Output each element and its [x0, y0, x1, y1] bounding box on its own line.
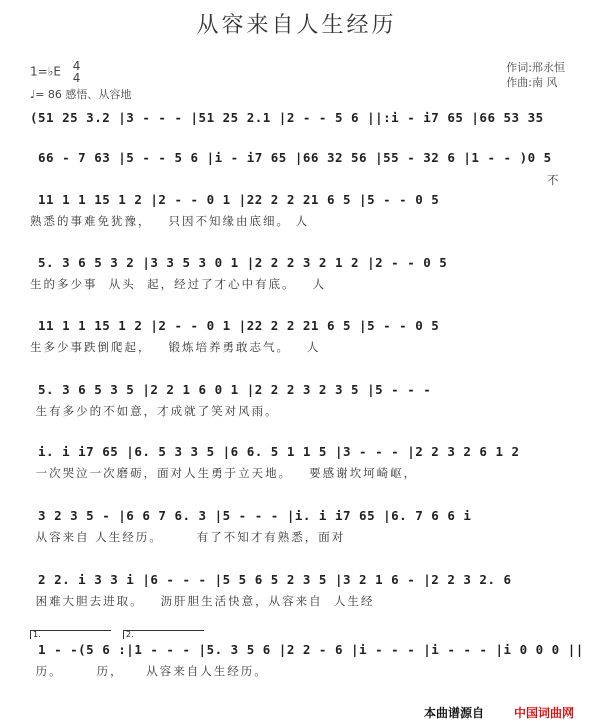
time-denominator: 4 — [72, 71, 81, 85]
notes-line: 1 - -(5 6 :|1 - - - |5. 3 5 6 |2 2 - 6 |i - - - |i - - - |i 0 0 0 || — [30, 642, 584, 657]
notes-line: 5. 3 6 5 3 5 |2 2 1 6 0 1 |2 2 2 3 2 3 5 |5 - - - — [30, 382, 432, 397]
lyric-line: 生多少事跌倒爬起， 锻炼培养勇敢志气。 人 — [30, 340, 321, 354]
score-row — [30, 110, 578, 125]
footer-source: 本曲谱源自 — [424, 706, 485, 720]
lyric-line: 历。 历， 从容来自人生经历。 — [30, 664, 268, 678]
score-row — [30, 192, 578, 229]
notes-line: i. i i7 65 |6. 5 3 3 5 |6 6. 5 1 1 5 |3 - - - |2 2 3 2 6 1 2 — [30, 444, 520, 459]
notes-line: (51 25 3.2 |3 - - - |51 25 2.1 |2 - - 5 6 ||:i - i7 65 |66 53 35 — [30, 110, 544, 125]
volta-first-ending — [30, 630, 111, 639]
time-numerator: 4 — [72, 59, 81, 73]
composer-credit: 作曲:南 风 — [506, 76, 558, 89]
lyric-line: 生有多少的不如意，才成就了笑对风雨。 — [30, 404, 279, 418]
notes-line: 3 2 3 5 - |6 6 7 6. 3 |5 - - - |i. i i7 65 |6. 7 6 6 i — [30, 508, 472, 523]
lyric-line: 从容来自 人生经历。 有了不知才有熟悉，面对 — [30, 530, 346, 544]
footer-brand-link[interactable]: 中国词曲网 — [514, 706, 575, 720]
notes-line: 2 2. i 3 3 i |6 - - - |5 5 6 5 2 3 5 |3 2 1 6 - |2 2 3 2. 6 — [30, 572, 512, 587]
lyric-line: 困难大胆去进取。 沥肝胆生活快意，从容来自 人生经 — [30, 594, 375, 608]
volta-second-ending — [123, 630, 204, 639]
song-title: 从容来自人生经历 — [196, 13, 397, 38]
score-row — [30, 572, 578, 609]
volta-first-label: 1. — [33, 630, 41, 639]
time-signature — [73, 60, 81, 84]
score-row — [30, 508, 578, 545]
credits — [506, 60, 565, 90]
notes-line: 11 1 1 15 1 2 |2 - - 0 1 |22 2 2 21 6 5 |5 - - 0 5 — [30, 318, 440, 333]
lyric-line: 熟悉的事难免犹豫， 只因不知缘由底细。 人 — [30, 214, 310, 228]
tempo-marking: ♩= 86 感悟、从容地 — [30, 88, 132, 101]
key-signature — [30, 60, 80, 84]
notes-line: 5. 3 6 5 3 2 |3 3 5 3 0 1 |2 2 2 3 2 1 2 |2 - - 0 5 — [30, 255, 448, 270]
score-row — [30, 382, 578, 419]
score-row — [30, 255, 578, 292]
score-row — [30, 444, 578, 481]
key-label: 1=♭E — [30, 64, 61, 79]
lyric-line: 生的多少事 从头 起，经过了才心中有底。 人 — [30, 277, 327, 291]
score-row — [30, 642, 584, 679]
volta-second-label: 2. — [126, 630, 134, 639]
notes-line: 66 - 7 63 |5 - - 5 6 |i - i7 65 |66 32 56 |55 - 32 6 |1 - - )0 5 — [30, 150, 552, 165]
lyricist-credit: 作词:邢永恒 — [506, 61, 565, 74]
stray-lyric: 不 — [547, 173, 559, 187]
notes-line: 11 1 1 15 1 2 |2 - - 0 1 |22 2 2 21 6 5 |5 - - 0 5 — [30, 192, 440, 207]
score-row — [30, 318, 578, 355]
score-row — [30, 150, 578, 165]
lyric-line: 一次哭泣一次磨砺，面对人生勇于立天地。 要感谢坎坷崎岖， — [30, 466, 418, 480]
